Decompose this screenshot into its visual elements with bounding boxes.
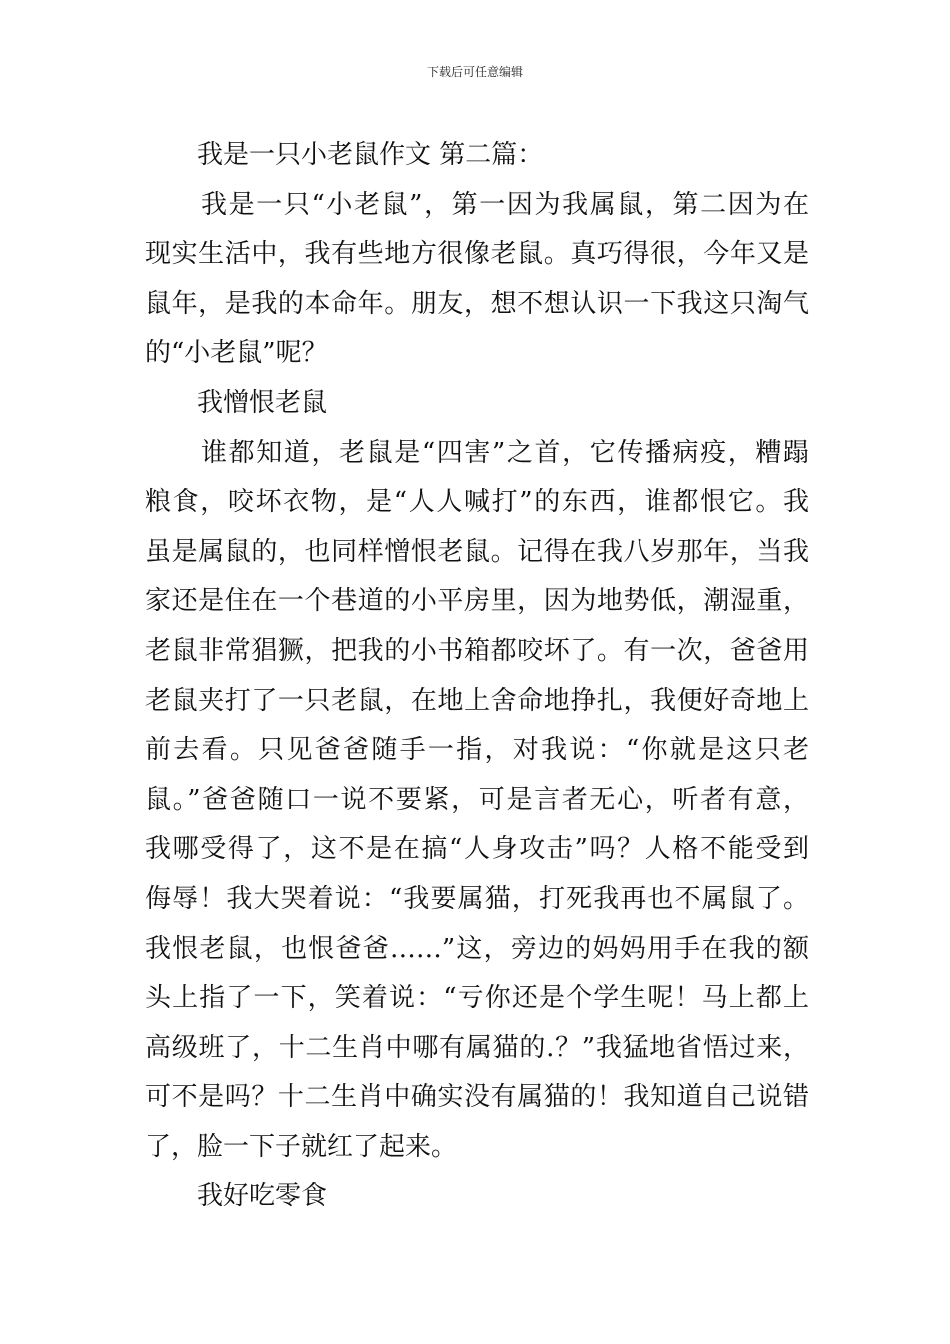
document-body bbox=[145, 131, 809, 1222]
paragraph-2-line-9: 我哪受得了，这不是在搞“人身攻击”吗？人格不能受到 bbox=[145, 834, 809, 865]
paragraph-2-line-7: 前去看。只见爸爸随手一指，对我说：“你就是这只老 bbox=[145, 735, 809, 766]
paragraph-1-line-1: 我是一只“小老鼠”，第一因为我属鼠，第二因为在 bbox=[201, 189, 809, 220]
paragraph-2-line-15: 了，脸一下子就红了起来。 bbox=[145, 1131, 458, 1162]
paragraph-1-line-4: 的“小老鼠”呢？ bbox=[145, 338, 328, 369]
paragraph-2-line-10: 侮辱！我大哭着说：“我要属猫，打死我再也不属鼠了。 bbox=[145, 883, 809, 914]
article-title: 我是一只小老鼠作文 第二篇： bbox=[197, 140, 544, 170]
paragraph-2-line-3: 虽是属鼠的，也同样憎恨老鼠。记得在我八岁那年，当我 bbox=[145, 536, 809, 567]
paragraph-1-line-3: 鼠年，是我的本命年。朋友，想不想认识一下我这只淘气 bbox=[145, 288, 809, 319]
paragraph-2-line-4: 家还是住在一个巷道的小平房里，因为地势低，潮湿重， bbox=[145, 586, 809, 617]
paragraph-2-line-1: 谁都知道，老鼠是“四害”之首，它传播病疫，糟蹋 bbox=[201, 437, 809, 468]
paragraph-2-line-8: 鼠。”爸爸随口一说不要紧，可是言者无心，听者有意， bbox=[145, 784, 809, 815]
paragraph-2-line-2: 粮食，咬坏衣物，是“人人喊打”的东西，谁都恨它。我 bbox=[145, 487, 809, 518]
paragraph-2-line-5: 老鼠非常猖獗，把我的小书箱都咬坏了。有一次，爸爸用 bbox=[145, 635, 809, 666]
paragraph-2-line-14: 可不是吗？十二生肖中确实没有属猫的！我知道自己说错 bbox=[145, 1082, 809, 1113]
paragraph-2-line-6: 老鼠夹打了一只老鼠，在地上舍命地挣扎，我便好奇地上 bbox=[145, 685, 809, 716]
paragraph-2-line-11: 我恨老鼠，也恨爸爸……”这，旁边的妈妈用手在我的额 bbox=[145, 933, 809, 964]
page-header: 下载后可任意编辑 bbox=[426, 65, 523, 79]
paragraph-1-line-2: 现实生活中，我有些地方很像老鼠。真巧得很，今年又是 bbox=[145, 239, 809, 270]
paragraph-2-line-13: 高级班了，十二生肖中哪有属猫的.？”我猛地省悟过来， bbox=[145, 1032, 809, 1063]
section-heading-2: 我好吃零食 bbox=[197, 1181, 328, 1212]
section-heading-1: 我憎恨老鼠 bbox=[197, 387, 328, 418]
paragraph-2-line-12: 头上指了一下，笑着说：“亏你还是个学生呢！马上都上 bbox=[145, 983, 809, 1014]
